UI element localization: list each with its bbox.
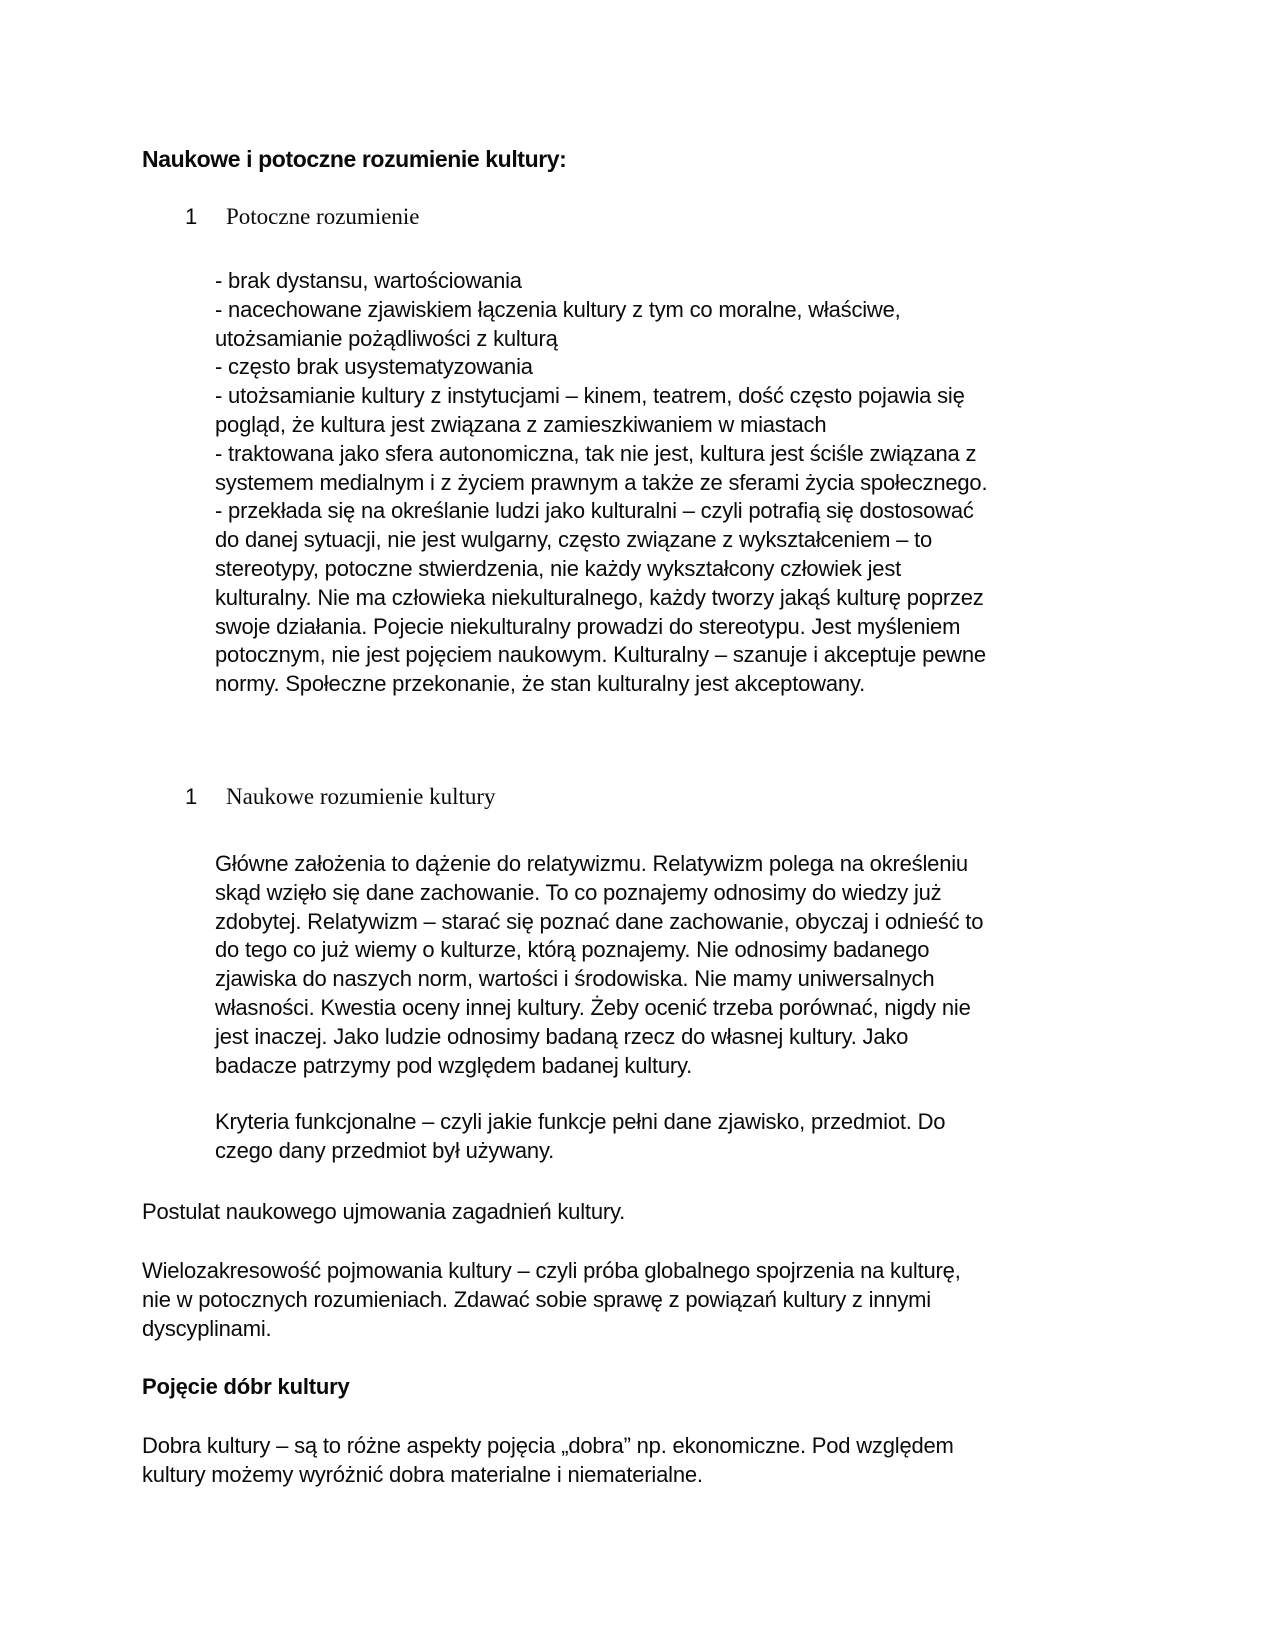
paragraph-kryteria-funkcjonalne [215,1108,945,1166]
text-line: kulturalny. Nie ma człowieka niekulturalnego, każdy tworzy jakąś kulturę poprzez [215,584,984,610]
text-line: zdobytej. Relatywizm – starać się poznać dane zachowanie, obyczaj i odnieść to [215,908,984,934]
text-line: kultury możemy wyróżnić dobra materialne i niematerialne. [142,1461,703,1487]
list-item-number: 1 [185,784,198,809]
text-line: potocznym, nie jest pojęciem naukowym. Kulturalny – szanuje i akceptuje pewne [215,642,986,668]
paragraph-potoczne-features [215,267,987,699]
text-line: dyscyplinami. [142,1315,272,1341]
text-line: swoje działania. Pojecie niekulturalny prowadzi do stereotypu. Jest myśleniem [215,613,961,639]
text-line: - nacechowane zjawiskiem łączenia kultury z tym co moralne, właściwe, [215,296,901,322]
paragraph-postulat [142,1198,625,1227]
text-line: normy. Społeczne przekonanie, że stan kulturalny jest akceptowany. [215,671,866,697]
text-line: zjawiska do naszych norm, wartości i środowiska. Nie mamy uniwersalnych [215,966,935,992]
list-item-number: 1 [185,204,198,229]
text-line: do danej sytuacji, nie jest wulgarny, często związane z wykształceniem – to [215,527,933,553]
text-line: Dobra kultury – są to różne aspekty pojęcia „dobra” np. ekonomiczne. Pod względem [142,1433,954,1458]
list-item-label: Naukowe rozumienie kultury [226,784,496,809]
list-item-label: Potoczne rozumienie [226,204,420,229]
text-line: Wielozakresowość pojmowania kultury – czyli próba globalnego spojrzenia na kulturę, [142,1258,961,1283]
paragraph-wielozakresowosc [142,1257,961,1343]
text-line: do tego co już wiemy o kulturze, którą poznajemy. Nie odnosimy badanego [215,937,930,963]
text-line: utożsamianie pożądliwości z kulturą [215,325,558,351]
text-line: jest inaczej. Jako ludzie odnosimy badaną rzecz do własnej kultury. Jako [215,1023,909,1049]
text-line: - utożsamianie kultury z instytucjami – kinem, teatrem, dość często pojawia się [215,383,965,409]
text-line: - brak dystansu, wartościowania [215,268,522,293]
text-line: systemem medialnym i z życiem prawnym a także ze sferami życia społecznego. [215,469,988,495]
text-line: Główne założenia to dążenie do relatywizmu. Relatywizm polega na określeniu [215,851,968,876]
document-title: Naukowe i potoczne rozumienie kultury: [142,146,567,172]
text-line: skąd wzięło się dane zachowanie. To co poznajemy odnosimy do wiedzy już [215,879,942,905]
section-heading-pojecie-dobr-kultury: Pojęcie dóbr kultury [142,1374,350,1399]
paragraph-glowne-zalozenia [215,850,983,1080]
text-line: - traktowana jako sfera autonomiczna, tak nie jest, kultura jest ściśle związana z [215,440,977,466]
text-line: pogląd, że kultura jest związana z zamieszkiwaniem w miastach [215,411,827,437]
text-line: Kryteria funkcjonalne – czyli jakie funkcje pełni dane zjawisko, przedmiot. Do [215,1109,946,1134]
text-line: - często brak usystematyzowania [215,354,533,380]
text-line: - przekłada się na określanie ludzi jako kulturalni – czyli potrafią się dostosować [215,498,974,524]
text-line: własności. Kwestia oceny innej kultury. Żeby ocenić trzeba porównać, nigdy nie [215,994,971,1020]
text-line: Postulat naukowego ujmowania zagadnień kultury. [142,1199,626,1224]
text-line: stereotypy, potoczne stwierdzenia, nie każdy wykształcony człowiek jest [215,555,902,581]
text-line: czego dany przedmiot był używany. [215,1137,555,1163]
paragraph-dobra-kultury [142,1432,954,1490]
text-line: badacze patrzymy pod względem badanej kultury. [215,1052,693,1078]
text-line: nie w potocznych rozumieniach. Zdawać sobie sprawę z powiązań kultury z innymi [142,1286,931,1312]
